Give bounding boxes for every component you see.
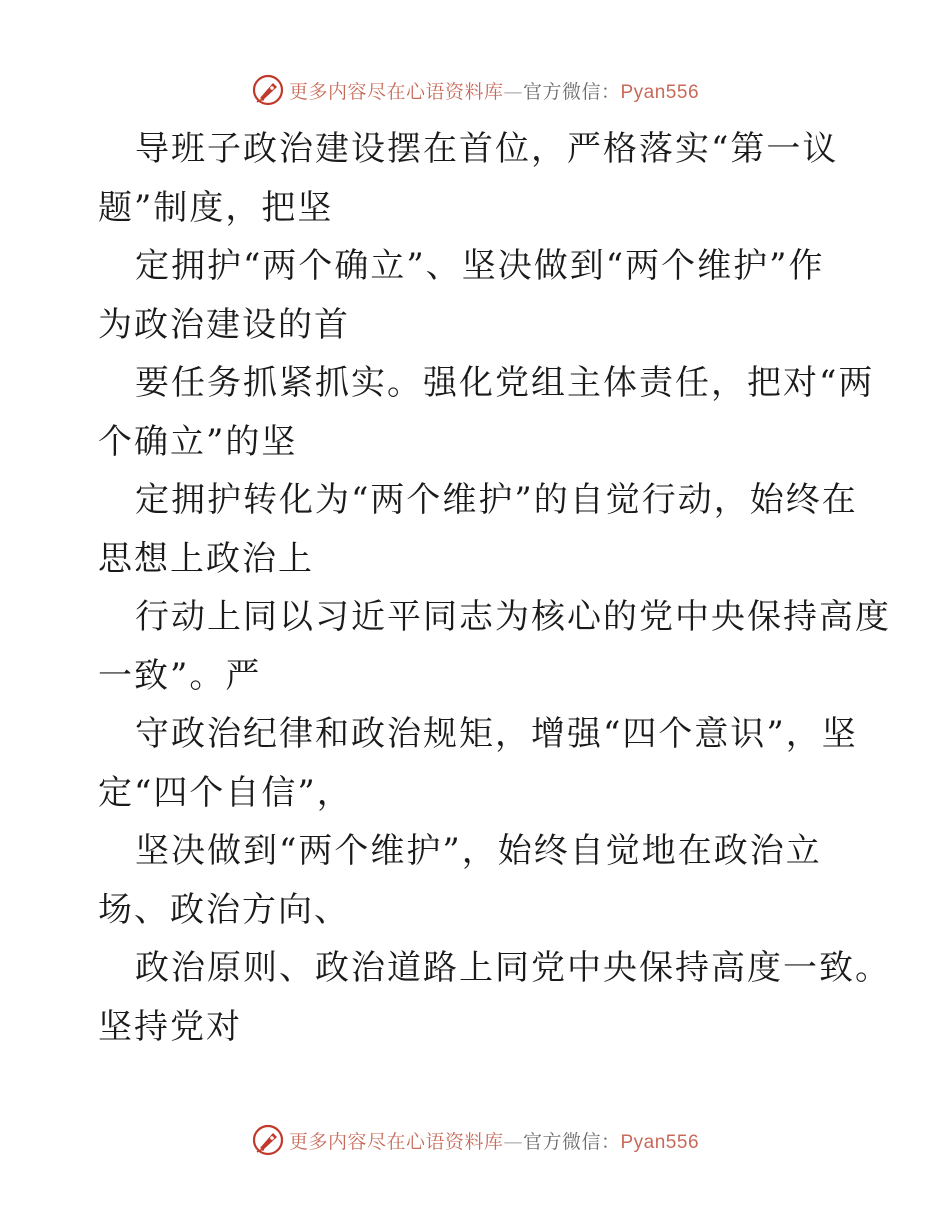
body-text-line: 行动上同以习近平同志为核心的党中央保持高度 xyxy=(135,597,891,637)
footer-wechat-label: 官方微信： xyxy=(522,1130,621,1153)
body-text-line: 思想上政治上 xyxy=(98,538,314,579)
body-text-line: 定拥护转化为“两个维护”的自觉行动，始终在 xyxy=(135,480,858,520)
body-text-line: 要任务抓紧抓实。强化党组主体责任，把对“两 xyxy=(135,363,875,403)
header-banner-text xyxy=(289,77,699,104)
body-text-line: 定拥护“两个确立”、坚决做到“两个维护”作 xyxy=(135,246,825,286)
pen-nib-logo-icon xyxy=(251,1123,285,1157)
footer-wechat-id: Pyan556 xyxy=(620,1131,700,1153)
body-text-line: 守政治纪律和政治规矩，增强“四个意识”，坚 xyxy=(135,714,858,754)
body-text-line: 坚持党对 xyxy=(98,1006,242,1047)
footer-banner-text xyxy=(289,1127,699,1154)
body-text-line: 定“四个自信”， xyxy=(98,772,353,813)
body-text-line: 导班子政治建设摆在首位，严格落实“第一议 xyxy=(135,129,839,169)
header-banner-title: 更多内容尽在心语资料库 xyxy=(288,80,504,103)
body-text-line: 场、政治方向、 xyxy=(98,889,350,930)
header-banner-dash: — xyxy=(503,80,523,103)
header-banner xyxy=(0,70,950,110)
body-text-line: 一致”。严 xyxy=(98,655,262,696)
pen-nib-logo-icon xyxy=(251,73,285,107)
header-wechat-label: 官方微信： xyxy=(522,80,621,103)
header-wechat-id: Pyan556 xyxy=(620,81,700,103)
footer-banner-title: 更多内容尽在心语资料库 xyxy=(288,1130,504,1153)
body-text-line: 题”制度，把坚 xyxy=(98,187,334,228)
footer-banner-dash: — xyxy=(503,1130,523,1153)
document-body xyxy=(98,120,891,1056)
body-text-line: 坚决做到“两个维护”，始终自觉地在政治立 xyxy=(135,831,822,871)
body-text-line: 为政治建设的首 xyxy=(98,304,350,345)
footer-banner xyxy=(0,1120,950,1160)
body-text-line: 个确立”的坚 xyxy=(98,421,298,462)
body-text-line: 政治原则、政治道路上同党中央保持高度一致。 xyxy=(135,948,891,988)
